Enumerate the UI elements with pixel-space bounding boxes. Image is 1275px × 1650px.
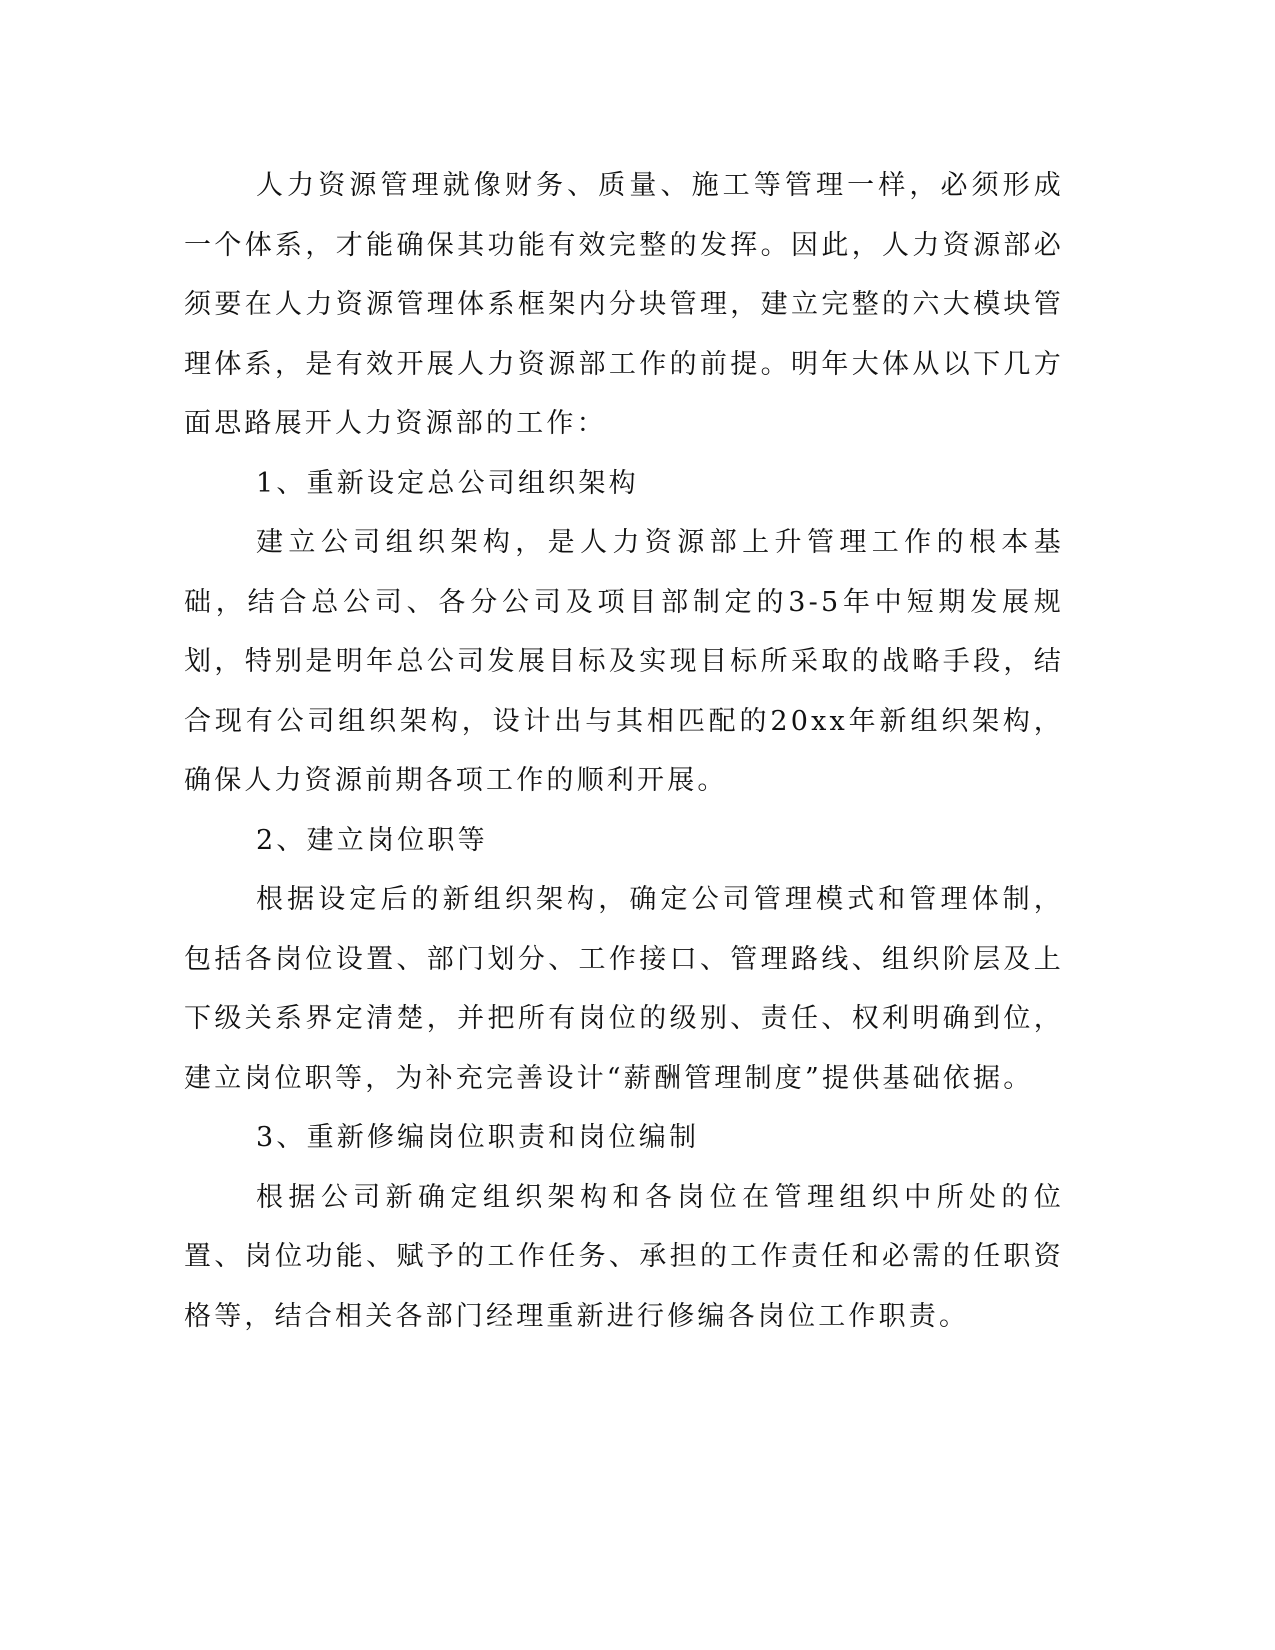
section-heading-3: 3、重新修编岗位职责和岗位编制 (256, 1122, 700, 1153)
section-heading-2: 2、建立岗位职等 (256, 824, 488, 856)
intro-paragraph: 人力资源管理就像财务、质量、施工等管理一样，必须形成一个体系，才能确保其功能有效完整的发挥。因此，人力资源部必须要在人力资源管理体系框架内分块管理，建立完整的六大模块管理体系，是有效开展人力资源部工作的前提。明年大体从以下几方面思路展开人力资源部的工作： (184, 170, 1064, 439)
section-paragraph-2: 根据设定后的新组织架构，确定公司管理模式和管理体制，包括各岗位设置、部门划分、工作接口、管理路线、组织阶层及上下级关系界定清楚，并把所有岗位的级别、责任、权利明确到位，建立岗位职等，为补充完善设计“薪酬管理制度”提供基础依据。 (184, 884, 1064, 1094)
section-paragraph-1: 建立公司组织架构，是人力资源部上升管理工作的根本基础，结合总公司、各分公司及项目部制定的3-5年中短期发展规划，特别是明年总公司发展目标及实现目标所采取的战略手段，结合现有公司组织架构，设计出与其相匹配的20xx年新组织架构，确保人力资源前期各项工作的顺利开展。 (184, 527, 1064, 796)
document-body (184, 156, 1064, 1346)
section-heading-1: 1、重新设定总公司组织架构 (256, 467, 639, 499)
section-paragraph-3: 根据公司新确定组织架构和各岗位在管理组织中所处的位置、岗位功能、赋予的工作任务、承担的工作责任和必需的任职资格等，结合相关各部门经理重新进行修编各岗位工作职责。 (184, 1181, 1064, 1332)
